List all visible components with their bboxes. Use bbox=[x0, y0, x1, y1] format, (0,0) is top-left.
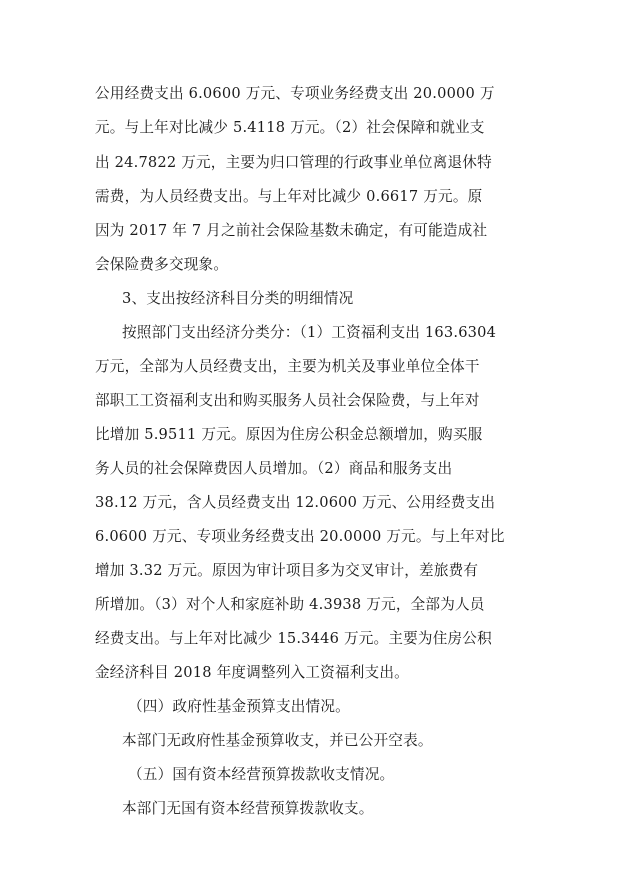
body-text-line: 部职工工资福利支出和购买服务人员社会保险费，与上年对 bbox=[95, 392, 480, 409]
body-text-line: 6.0600 万元、专项业务经费支出 20.0000 万元。与上年对比 bbox=[95, 528, 505, 545]
body-text-line: 务人员的社会保障费因人员增加。（2）商品和服务支出 bbox=[95, 460, 453, 477]
body-text-line: 所增加。（3）对个人和家庭补助 4.3938 万元，全部为人员 bbox=[95, 596, 485, 613]
body-text-line: 出 24.7822 万元，主要为归口管理的行政事业单位离退休特 bbox=[95, 154, 492, 171]
section-heading: 3、支出按经济科目分类的明细情况 bbox=[122, 290, 354, 307]
body-text-line: 会保险费多交现象。 bbox=[95, 256, 229, 273]
section-heading: （五）国有资本经营预算拨款收支情况。 bbox=[128, 766, 395, 783]
body-text-line: 本部门无政府性基金预算收支，并已公开空表。 bbox=[122, 732, 433, 749]
body-text-line: 按照部门支出经济分类分：（1）工资福利支出 163.6304 bbox=[122, 324, 497, 341]
section-heading: （四）政府性基金预算支出情况。 bbox=[128, 698, 350, 715]
body-text-line: 万元，全部为人员经费支出，主要为机关及事业单位全体干 bbox=[95, 358, 480, 375]
body-text-line: 本部门无国有资本经营预算拨款收支。 bbox=[122, 800, 374, 817]
body-text-line: 因为 2017 年 7 月之前社会保险基数未确定，有可能造成社 bbox=[95, 222, 488, 239]
body-text-line: 公用经费支出 6.0600 万元、专项业务经费支出 20.0000 万 bbox=[95, 85, 495, 102]
body-text-line: 38.12 万元，含人员经费支出 12.0600 万元、公用经费支出 bbox=[95, 494, 496, 511]
body-text-line: 比增加 5.9511 万元。原因为住房公积金总额增加，购买服 bbox=[95, 426, 483, 443]
body-text-line: 增加 3.32 万元。原因为审计项目多为交叉审计，差旅费有 bbox=[95, 562, 479, 579]
body-text-line: 金经济科目 2018 年度调整列入工资福利支出。 bbox=[95, 664, 409, 681]
body-text-line: 元。与上年对比减少 5.4118 万元。（2）社会保障和就业支 bbox=[95, 119, 485, 136]
body-text-line: 经费支出。与上年对比减少 15.3446 万元。主要为住房公积 bbox=[95, 630, 492, 647]
body-text-line: 需费，为人员经费支出。与上年对比减少 0.6617 万元。原 bbox=[95, 188, 483, 205]
